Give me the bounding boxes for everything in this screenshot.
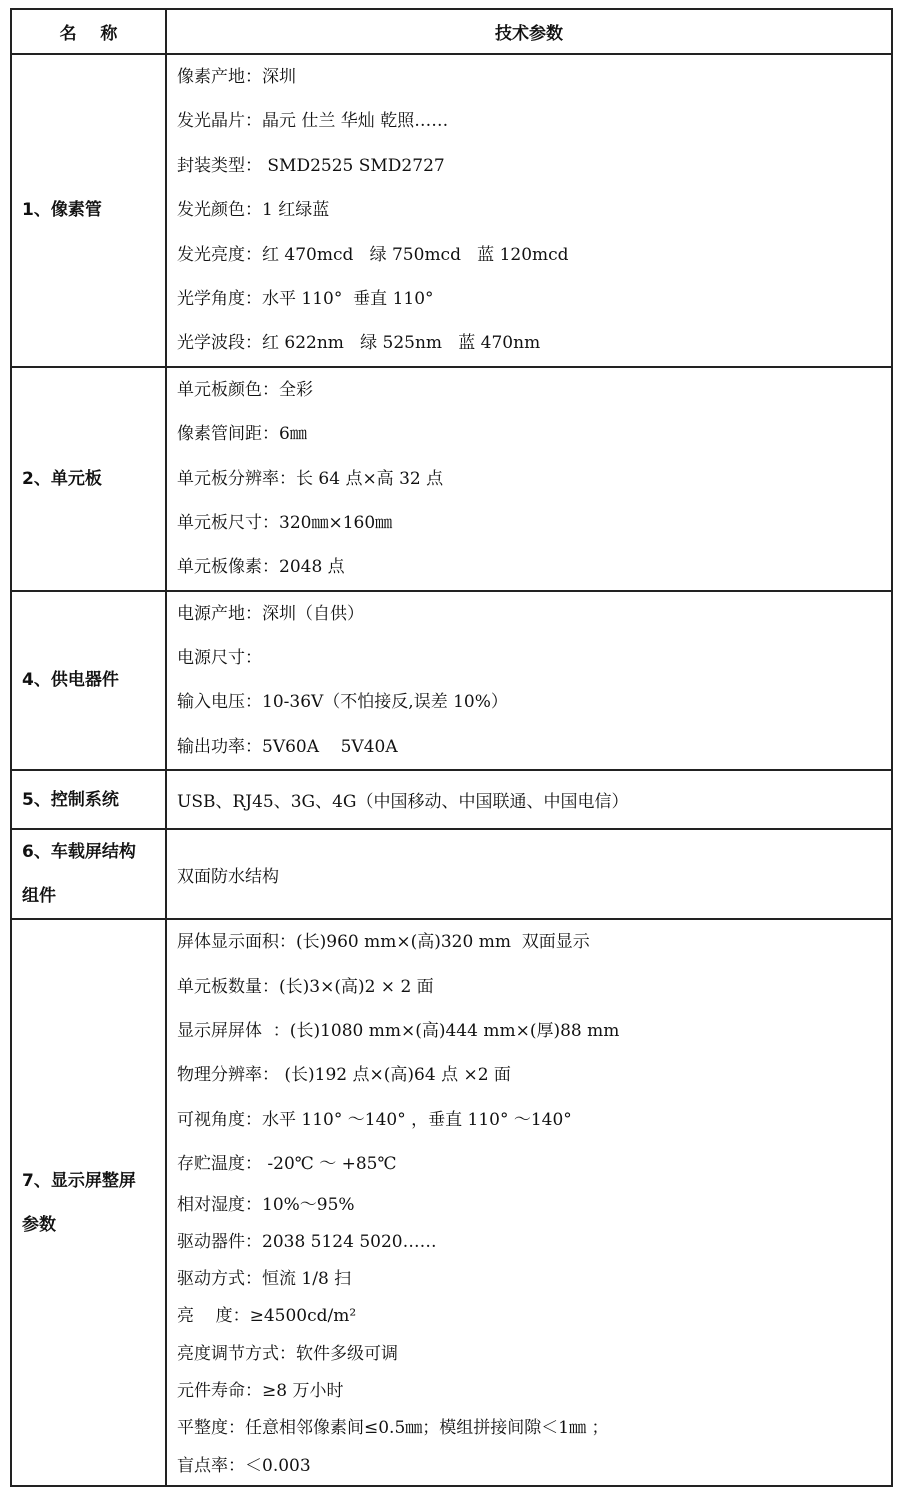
row-values <box>166 591 892 771</box>
row-name: 2、单元板 <box>11 367 166 591</box>
value-line: 物理分辨率： (长)192 点×(高)64 点 ×2 面 <box>177 1065 511 1086</box>
row-screen-params <box>11 919 892 1486</box>
header-params: 技术参数 <box>166 9 892 54</box>
value-line: 双面防水结构 <box>177 866 279 887</box>
value-line: 光学角度：水平 110° 垂直 110° <box>177 288 434 309</box>
value-line: 驱动方式：恒流 1/8 扫 <box>177 1269 352 1290</box>
value-line: 发光亮度：红 470mcd 绿 750mcd 蓝 120mcd <box>177 244 569 265</box>
row-values <box>166 829 892 919</box>
value-line: 亮 度：≥4500cd/m² <box>177 1306 357 1327</box>
value-line: USB、RJ45、3G、4G（中国移动、中国联通、中国电信） <box>177 792 629 813</box>
value-line: 可视角度：水平 110° ～140° ，垂直 110° ～140° <box>177 1109 572 1130</box>
value-line: 单元板像素：2048 点 <box>177 557 345 578</box>
value-line: 封装类型： SMD2525 SMD2727 <box>177 155 445 176</box>
row-name-line: 7、显示屏整屏 <box>22 1170 136 1191</box>
value-line: 驱动器件：2038 5124 5020…… <box>177 1231 437 1252</box>
row-unit-board <box>11 367 892 591</box>
value-line: 像素产地：深圳 <box>177 67 296 87</box>
value-line: 输出功率：5V60A 5V40A <box>177 736 398 757</box>
row-values <box>166 770 892 829</box>
value-line: 单元板颜色：全彩 <box>177 379 313 400</box>
row-name-line: 6、车载屏结构 <box>22 842 136 863</box>
value-line: 盲点率：＜0.003 <box>177 1455 311 1476</box>
row-power-supply <box>11 591 892 771</box>
row-name: 4、供电器件 <box>11 591 166 771</box>
value-line: 电源尺寸： <box>177 648 262 669</box>
row-control-system <box>11 770 892 829</box>
value-line: 平整度：任意相邻像素间≤0.5㎜；模组拼接间隙＜1㎜ ； <box>177 1418 609 1439</box>
header-name: 名 称 <box>11 9 166 54</box>
value-line: 屏体显示面积：(长)960 mm×(高)320 mm 双面显示 <box>177 932 590 953</box>
header-row <box>11 9 892 54</box>
spec-table <box>10 8 893 1487</box>
value-line: 存贮温度： -20℃ ～ +85℃ <box>177 1154 397 1175</box>
value-line: 输入电压：10-36V（不怕接反,误差 10%） <box>177 692 508 713</box>
value-line: 元件寿命：≥8 万小时 <box>177 1381 344 1402</box>
value-line: 亮度调节方式：软件多级可调 <box>177 1343 398 1364</box>
value-line: 发光颜色：1 红绿蓝 <box>177 200 330 221</box>
row-name-line: 组件 <box>22 886 56 907</box>
value-line: 单元板尺寸：320㎜×160㎜ <box>177 512 393 533</box>
value-line: 相对湿度：10%～95% <box>177 1194 355 1215</box>
value-line: 单元板分辨率：长 64 点×高 32 点 <box>177 468 444 489</box>
row-pixel-tube <box>11 54 892 367</box>
value-line: 电源产地：深圳（自供） <box>177 603 364 624</box>
row-name-line: 参数 <box>22 1214 56 1235</box>
row-values <box>166 367 892 591</box>
value-line: 像素管间距：6㎜ <box>177 424 307 445</box>
row-structure <box>11 829 892 919</box>
value-line: 发光晶片：晶元 仕兰 华灿 乾照…… <box>177 111 449 132</box>
row-name: 5、控制系统 <box>11 770 166 829</box>
value-line: 单元板数量：(长)3×(高)2 × 2 面 <box>177 976 434 997</box>
row-name <box>11 919 166 1486</box>
row-values <box>166 54 892 367</box>
row-name <box>11 829 166 919</box>
row-name: 1、像素管 <box>11 54 166 367</box>
row-values <box>166 919 892 1486</box>
value-line: 显示屏屏体 ：(长)1080 mm×(高)444 mm×(厚)88 mm <box>177 1021 620 1042</box>
value-line: 光学波段：红 622nm 绿 525nm 蓝 470nm <box>177 333 541 354</box>
